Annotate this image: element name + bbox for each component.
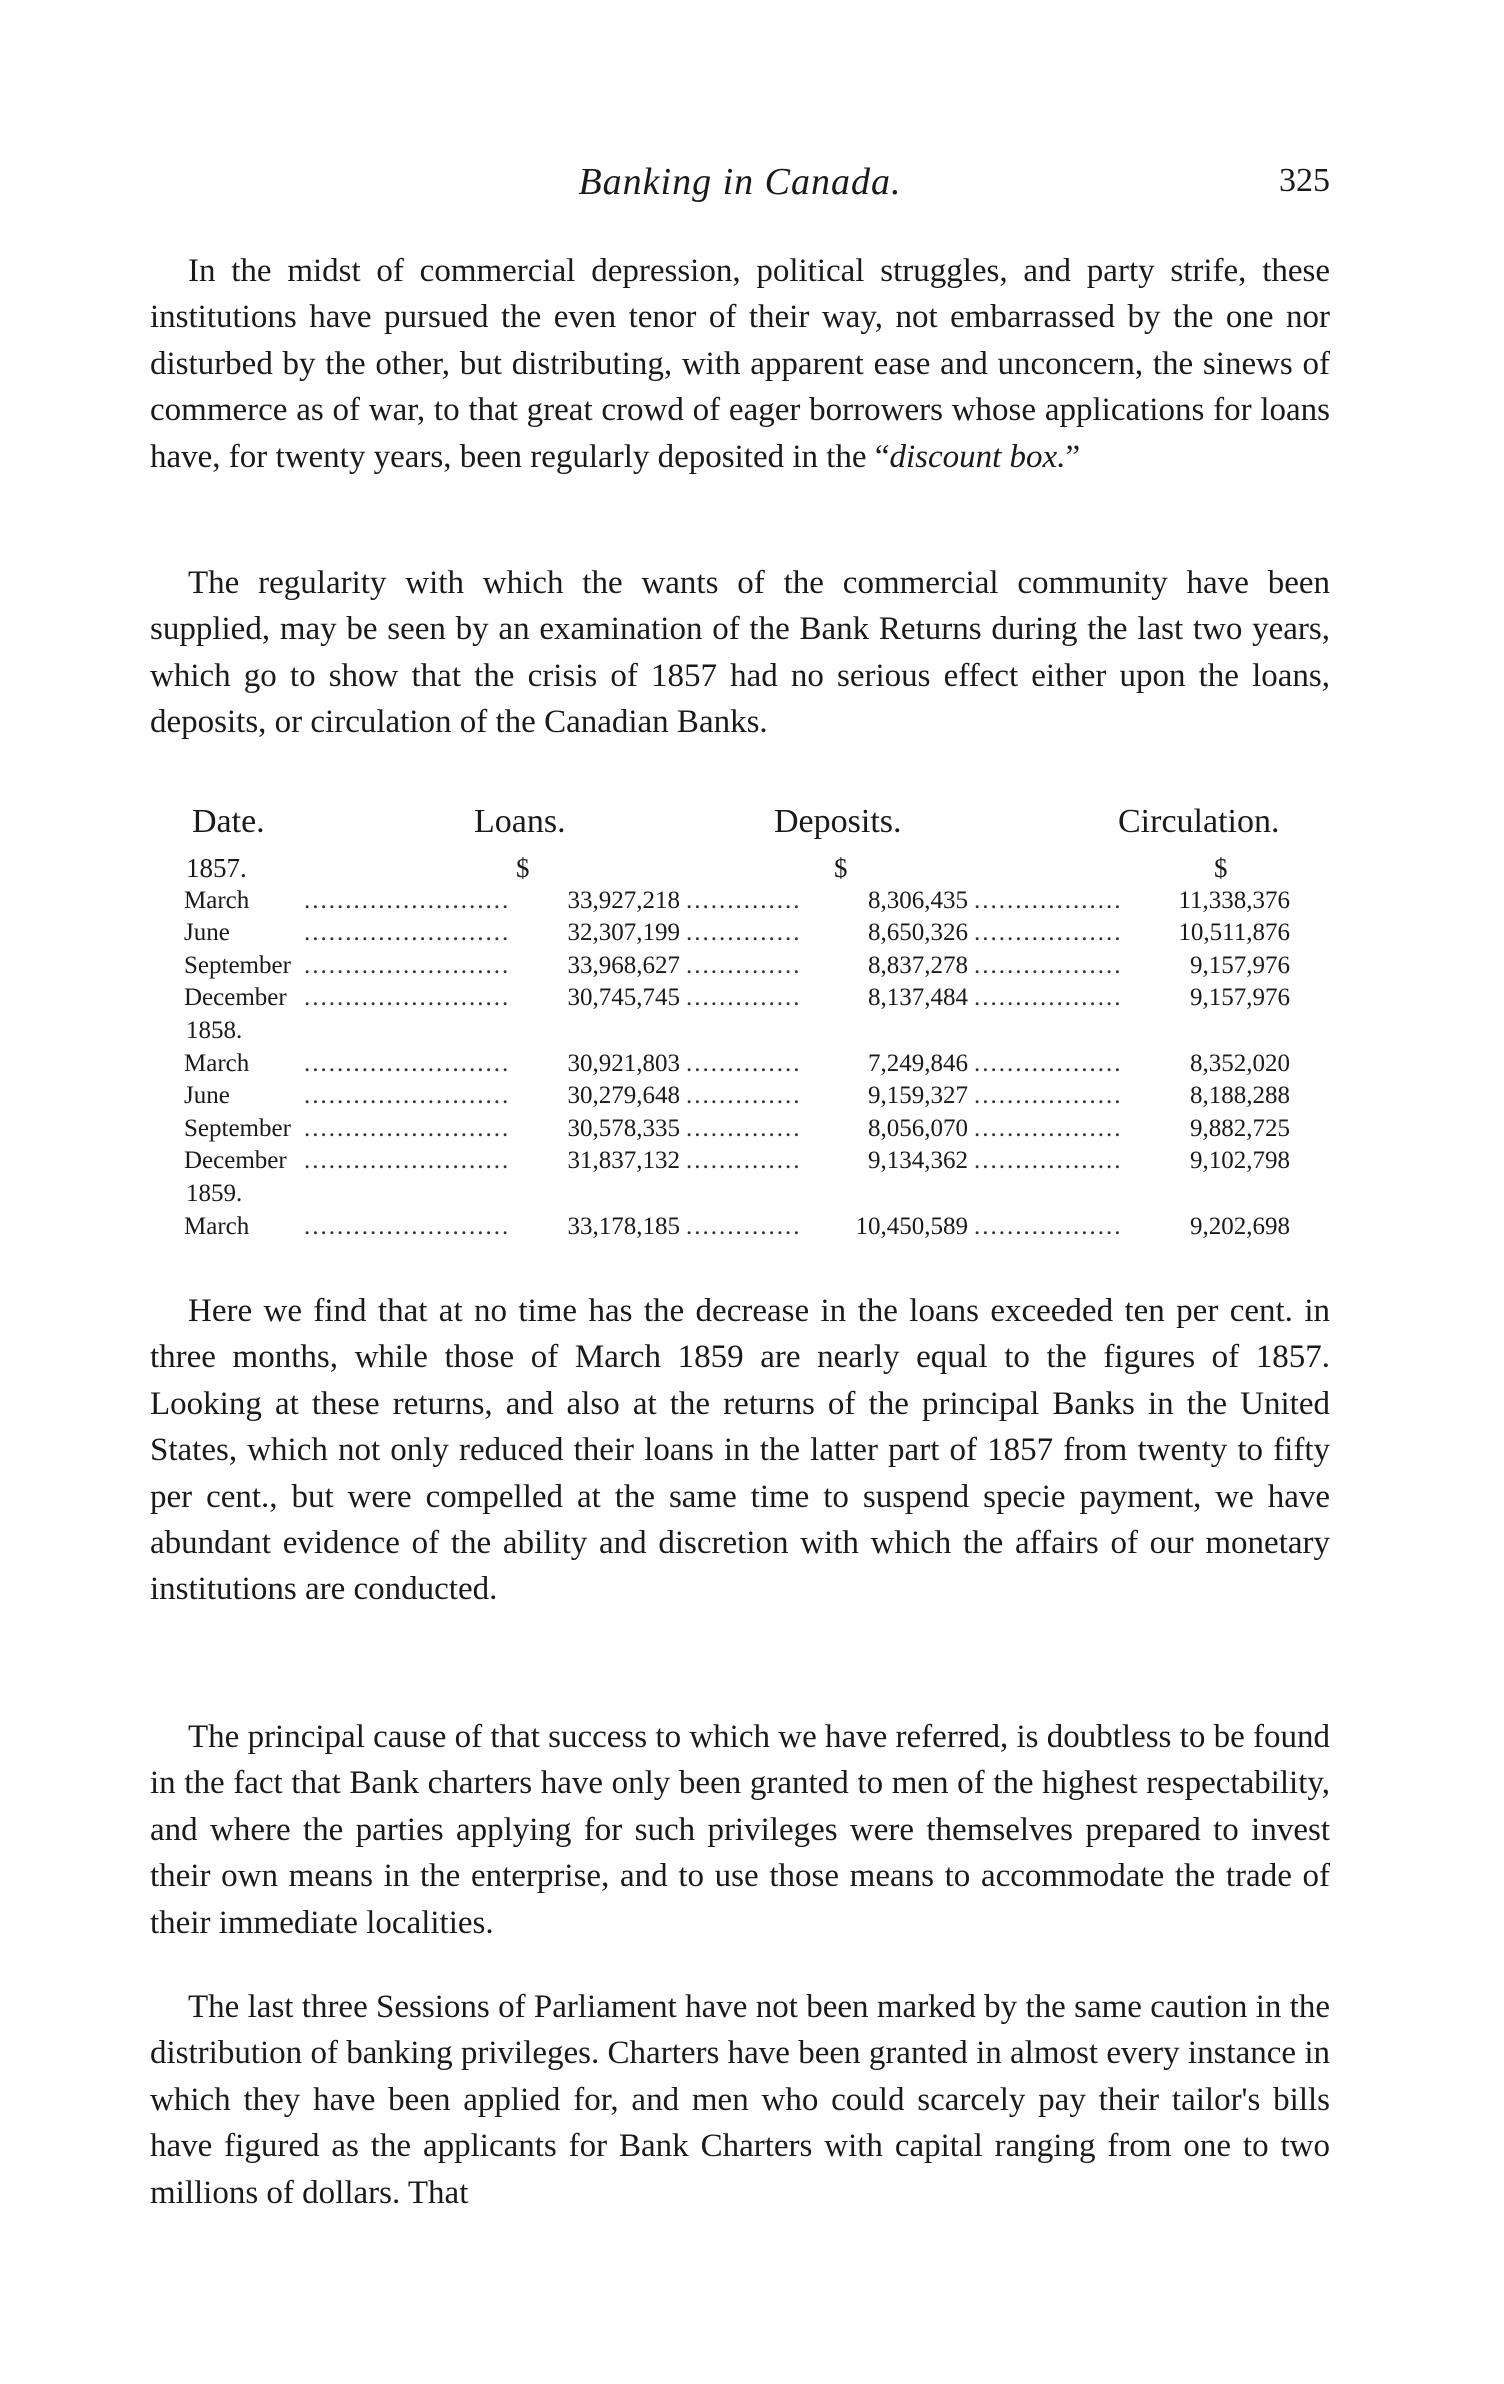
table-row bbox=[184, 950, 1304, 983]
cell-loans: 33,927,218 bbox=[567, 886, 680, 914]
header-loans: Loans. bbox=[474, 803, 566, 840]
leader-dots bbox=[304, 1048, 510, 1081]
leader-dots bbox=[974, 1145, 1124, 1178]
paragraph-2: The regularity with which the wants of the commercial community have been supplied, may be seen by an examination of the Bank Returns during the last two years, which go to show that the crisis of 1857 had no serious effect either upon the loans, deposits, or circulation of the Canadian Banks. bbox=[150, 565, 1330, 741]
leader-dots bbox=[686, 1113, 802, 1146]
unit-loans: $ bbox=[516, 853, 530, 883]
paragraph-3: Here we find that at no time has the decrease in the loans exceeded ten per cent. in three months, while those of March 1859 are nearly equal to the figures of 1857. Looking at these returns, and also at the returns of the principal Banks in the United States, which not only reduced their loans in the latter part of 1857 from twenty to fifty per cent., but were compelled at the same time to suspend specie payment, we have abundant evidence of the ability and discretion with which the affairs of our monetary institutions are conducted. bbox=[150, 1293, 1330, 1608]
paragraph-1-text: In the midst of commercial depression, political struggles, and party strife, these institutions have pursued the even tenor of their way, not embarrassed by the one nor disturbed by the other, but distributing, with apparent ease and unconcern, the sinews of commerce as of war, to that great crowd of eager borrowers whose applications for loans have, for twenty years, been regularly deposited in the “ bbox=[150, 253, 1330, 475]
leader-dots bbox=[686, 950, 802, 983]
leader-dots bbox=[304, 1113, 510, 1146]
cell-loans: 33,178,185 bbox=[567, 1212, 680, 1240]
cell-deposits: 8,306,435 bbox=[868, 886, 968, 914]
year-label-1858: 1858. bbox=[186, 1016, 243, 1044]
leader-dots bbox=[974, 885, 1124, 918]
cell-circulation: 9,202,698 bbox=[1190, 1212, 1290, 1240]
leader-dots bbox=[304, 1211, 510, 1244]
row-label: September bbox=[184, 951, 291, 979]
table-row bbox=[184, 917, 1304, 950]
leader-dots bbox=[686, 1048, 802, 1081]
cell-deposits: 8,137,484 bbox=[868, 984, 968, 1012]
row-label: March bbox=[184, 1212, 250, 1240]
paragraph-1-end: ” bbox=[1065, 438, 1081, 475]
cell-circulation: 9,157,976 bbox=[1190, 951, 1290, 979]
leader-dots bbox=[686, 1080, 802, 1113]
leader-dots bbox=[686, 1211, 802, 1244]
table-row bbox=[184, 1113, 1304, 1146]
leader-dots bbox=[686, 1145, 802, 1178]
cell-deposits: 8,056,070 bbox=[868, 1114, 968, 1142]
year-label-1859: 1859. bbox=[186, 1179, 243, 1207]
year-label-1857: 1857. bbox=[186, 853, 247, 883]
cell-deposits: 9,134,362 bbox=[868, 1147, 968, 1175]
leader-dots bbox=[974, 982, 1124, 1015]
leader-dots bbox=[304, 1145, 510, 1178]
row-label: September bbox=[184, 1114, 291, 1142]
table-row bbox=[184, 1080, 1304, 1113]
row-label: June bbox=[184, 1082, 230, 1110]
leader-dots bbox=[686, 885, 802, 918]
year-row bbox=[184, 1015, 1304, 1048]
cell-circulation: 9,882,725 bbox=[1190, 1114, 1290, 1142]
leader-dots bbox=[304, 917, 510, 950]
cell-circulation: 11,338,376 bbox=[1178, 886, 1290, 914]
cell-loans: 31,837,132 bbox=[567, 1147, 680, 1175]
row-label: December bbox=[184, 1147, 287, 1175]
bank-returns-table bbox=[184, 803, 1304, 1243]
cell-deposits: 9,159,327 bbox=[868, 1082, 968, 1110]
leader-dots bbox=[304, 1080, 510, 1113]
leader-dots bbox=[304, 982, 510, 1015]
leader-dots bbox=[974, 950, 1124, 983]
paragraph-4: The principal cause of that success to which we have referred, is doubtless to be found in the fact that Bank charters have only been granted to men of the highest respectability, and where the parties applying for such privileges were themselves prepared to invest their own means in the enterprise, and to use those means to accommodate the trade of their immediate localities. bbox=[150, 1719, 1330, 1941]
leader-dots bbox=[974, 1113, 1124, 1146]
paragraph-5: The last three Sessions of Parliament have not been marked by the same caution in the distribution of banking privileges. Charters have been granted in almost every instance in which they have been applied for, and men who could scarcely pay their tailor's bills have figured as the applicants for Bank Charters with capital ranging from one to two millions of dollars. That bbox=[150, 1989, 1330, 2211]
discount-box-quote: discount box. bbox=[889, 438, 1066, 475]
leader-dots bbox=[686, 917, 802, 950]
row-label: March bbox=[184, 886, 250, 914]
cell-loans: 32,307,199 bbox=[567, 919, 680, 947]
cell-loans: 30,279,648 bbox=[567, 1082, 680, 1110]
cell-deposits: 8,650,326 bbox=[868, 919, 968, 947]
table-row bbox=[184, 1211, 1304, 1244]
running-head bbox=[150, 160, 1330, 210]
row-label: June bbox=[184, 919, 230, 947]
cell-loans: 30,745,745 bbox=[567, 984, 680, 1012]
table-units-row bbox=[184, 852, 1304, 885]
page-number: 325 bbox=[1279, 162, 1330, 199]
leader-dots bbox=[974, 917, 1124, 950]
cell-circulation: 10,511,876 bbox=[1178, 919, 1290, 947]
cell-circulation: 9,157,976 bbox=[1190, 984, 1290, 1012]
paragraph-1 bbox=[150, 248, 1330, 480]
leader-dots bbox=[686, 982, 802, 1015]
cell-circulation: 9,102,798 bbox=[1190, 1147, 1290, 1175]
year-row bbox=[184, 1178, 1304, 1211]
cell-loans: 30,921,803 bbox=[567, 1049, 680, 1077]
leader-dots bbox=[304, 885, 510, 918]
unit-circulation: $ bbox=[1214, 853, 1228, 883]
table-row bbox=[184, 1048, 1304, 1081]
row-label: March bbox=[184, 1049, 250, 1077]
table-row bbox=[184, 885, 1304, 918]
header-circulation: Circulation. bbox=[1118, 803, 1280, 840]
cell-deposits: 10,450,589 bbox=[855, 1212, 968, 1240]
table-row bbox=[184, 1145, 1304, 1178]
header-deposits: Deposits. bbox=[774, 803, 902, 840]
cell-circulation: 8,352,020 bbox=[1190, 1049, 1290, 1077]
cell-circulation: 8,188,288 bbox=[1190, 1082, 1290, 1110]
leader-dots bbox=[304, 950, 510, 983]
leader-dots bbox=[974, 1080, 1124, 1113]
running-title: Banking in Canada. bbox=[578, 161, 902, 203]
cell-deposits: 8,837,278 bbox=[868, 951, 968, 979]
header-date: Date. bbox=[192, 803, 265, 840]
table-header bbox=[184, 803, 1304, 852]
leader-dots bbox=[974, 1048, 1124, 1081]
leader-dots bbox=[974, 1211, 1124, 1244]
unit-deposits: $ bbox=[834, 853, 848, 883]
table-row bbox=[184, 982, 1304, 1015]
cell-loans: 33,968,627 bbox=[567, 951, 680, 979]
cell-deposits: 7,249,846 bbox=[868, 1049, 968, 1077]
row-label: December bbox=[184, 984, 287, 1012]
cell-loans: 30,578,335 bbox=[567, 1114, 680, 1142]
